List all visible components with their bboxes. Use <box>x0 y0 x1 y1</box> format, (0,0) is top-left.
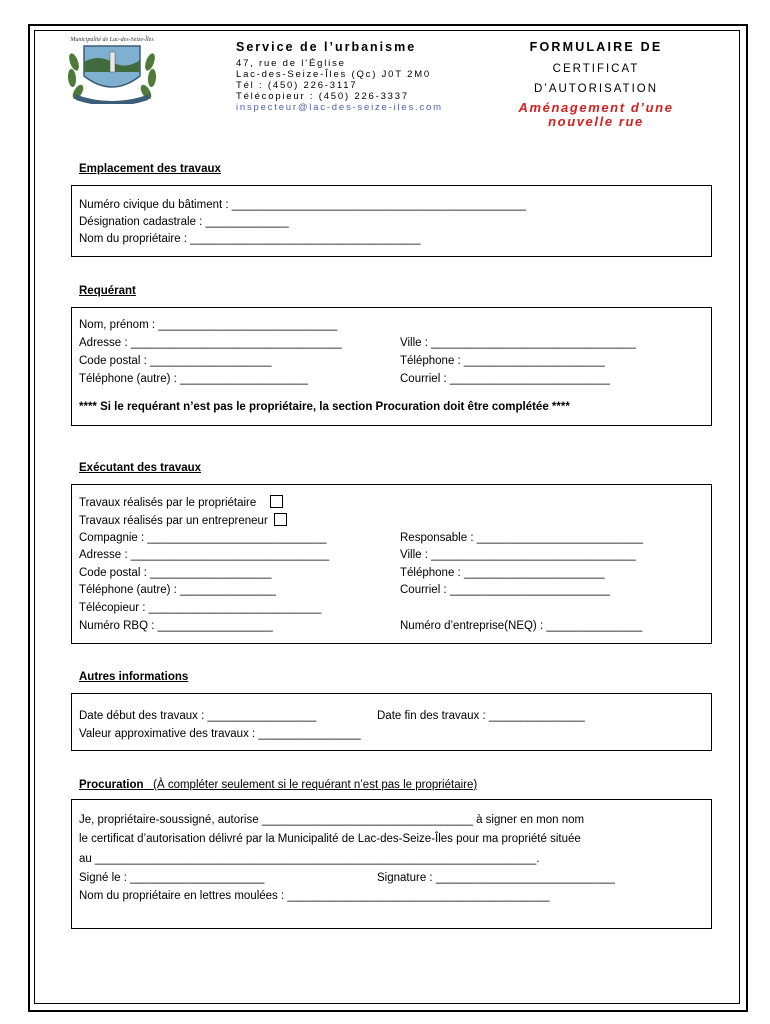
title-line-3: D’AUTORISATION <box>533 83 659 95</box>
subtitle-line-2: nouvelle rue <box>548 114 644 129</box>
procuration-note: (À compléter seulement si le requérant n’est pas le propriétaire) <box>153 779 478 791</box>
option-proprietaire-label: Travaux réalisés par le propriétaire <box>79 497 257 509</box>
requerant-nom-field[interactable]: Nom, prénom : ____________________________ <box>79 319 338 331</box>
option-entrepreneur-label: Travaux réalisés par un entrepreneur <box>79 515 268 527</box>
logo-text: Municipalité de Lac-des-Seize-Îles <box>70 37 154 43</box>
form-title <box>496 40 696 129</box>
title-line-1: FORMULAIRE DE <box>529 40 663 54</box>
municipality-logo <box>64 32 160 104</box>
section-executant-heading: Exécutant des travaux <box>79 462 202 474</box>
section-autres-heading: Autres informations <box>79 671 189 683</box>
executant-telecopieur-field[interactable]: Télécopieur : ___________________________ <box>79 602 322 614</box>
valeur-travaux-field[interactable]: Valeur approximative des travaux : ________________ <box>79 728 361 740</box>
executant-ville-field[interactable]: Ville : ________________________________ <box>400 549 636 561</box>
proprietaire-checkbox[interactable] <box>270 495 283 508</box>
header-block <box>236 40 443 113</box>
executant-neq-field[interactable]: Numéro d’entreprise(NEQ) : _______________ <box>400 620 643 632</box>
email-link[interactable]: inspecteur@lac-des-seize-iles.com <box>236 102 443 113</box>
date-fin-field[interactable]: Date fin des travaux : _______________ <box>377 710 585 722</box>
date-debut-field[interactable]: Date début des travaux : _________________ <box>79 710 317 722</box>
procuration-adresse-field[interactable]: au _____________________________________________________________________. <box>79 853 540 865</box>
section-procuration-heading <box>79 779 477 791</box>
signe-le-field[interactable]: Signé le : _____________________ <box>79 872 265 884</box>
section-requerant-heading: Requérant <box>79 285 136 297</box>
requerant-tel-autre-field[interactable]: Téléphone (autre) : ____________________ <box>79 373 308 385</box>
procuration-warning: **** Si le requérant n’est pas le propriétaire, la section Procuration doit être complétée **** <box>79 401 570 413</box>
phone-line: Tél : (450) 226-3117 <box>236 80 358 91</box>
entrepreneur-checkbox[interactable] <box>274 513 287 526</box>
executant-responsable-field[interactable]: Responsable : __________________________ <box>400 532 644 544</box>
fax-line: Télécopieur : (450) 226-3337 <box>236 91 409 102</box>
executant-code-postal-field[interactable]: Code postal : ___________________ <box>79 567 272 579</box>
procuration-autorise-field[interactable]: Je, propriétaire-soussigné, autorise _________________________________ à signer en mon nom <box>79 814 585 826</box>
executant-courriel-field[interactable]: Courriel : _________________________ <box>400 584 610 596</box>
executant-rbq-field[interactable]: Numéro RBQ : __________________ <box>79 620 273 632</box>
procuration-certificat-text: le certificat d’autorisation délivré par la Municipalité de Lac-des-Seize-Îles pour ma propriété située <box>79 833 581 845</box>
title-line-2: CERTIFICAT <box>552 63 640 75</box>
procuration-title: Procuration <box>79 779 144 791</box>
requerant-telephone-field[interactable]: Téléphone : ______________________ <box>400 355 605 367</box>
subtitle-line-1: Aménagement d’une <box>518 100 674 115</box>
option-entrepreneur <box>79 513 287 528</box>
nom-lettres-moulees-field[interactable]: Nom du propriétaire en lettres moulées : _________________________________________ <box>79 890 550 902</box>
requerant-adresse-field[interactable]: Adresse : _________________________________ <box>79 337 342 349</box>
address-line: 47, rue de l’Église <box>236 58 346 69</box>
executant-adresse-field[interactable]: Adresse : _______________________________ <box>79 549 330 561</box>
nom-proprietaire-field[interactable]: Nom du propriétaire : ____________________________________ <box>79 233 421 245</box>
requerant-courriel-field[interactable]: Courriel : _________________________ <box>400 373 610 385</box>
signature-field[interactable]: Signature : ____________________________ <box>377 872 615 884</box>
requerant-code-postal-field[interactable]: Code postal : ___________________ <box>79 355 272 367</box>
option-proprietaire <box>79 495 283 510</box>
executant-compagnie-field[interactable]: Compagnie : ____________________________ <box>79 532 327 544</box>
service-name: Service de l’urbanisme <box>236 40 417 54</box>
numero-civique-field[interactable]: Numéro civique du bâtiment : ______________________________________________ <box>79 199 526 211</box>
section-emplacement-heading: Emplacement des travaux <box>79 163 221 175</box>
requerant-ville-field[interactable]: Ville : ________________________________ <box>400 337 636 349</box>
designation-cadastrale-field[interactable]: Désignation cadastrale : _____________ <box>79 216 289 228</box>
executant-telephone-field[interactable]: Téléphone : ______________________ <box>400 567 605 579</box>
city-line: Lac-des-Seize-Îles (Qc) J0T 2M0 <box>236 69 432 80</box>
executant-tel-autre-field[interactable]: Téléphone (autre) : _______________ <box>79 584 276 596</box>
